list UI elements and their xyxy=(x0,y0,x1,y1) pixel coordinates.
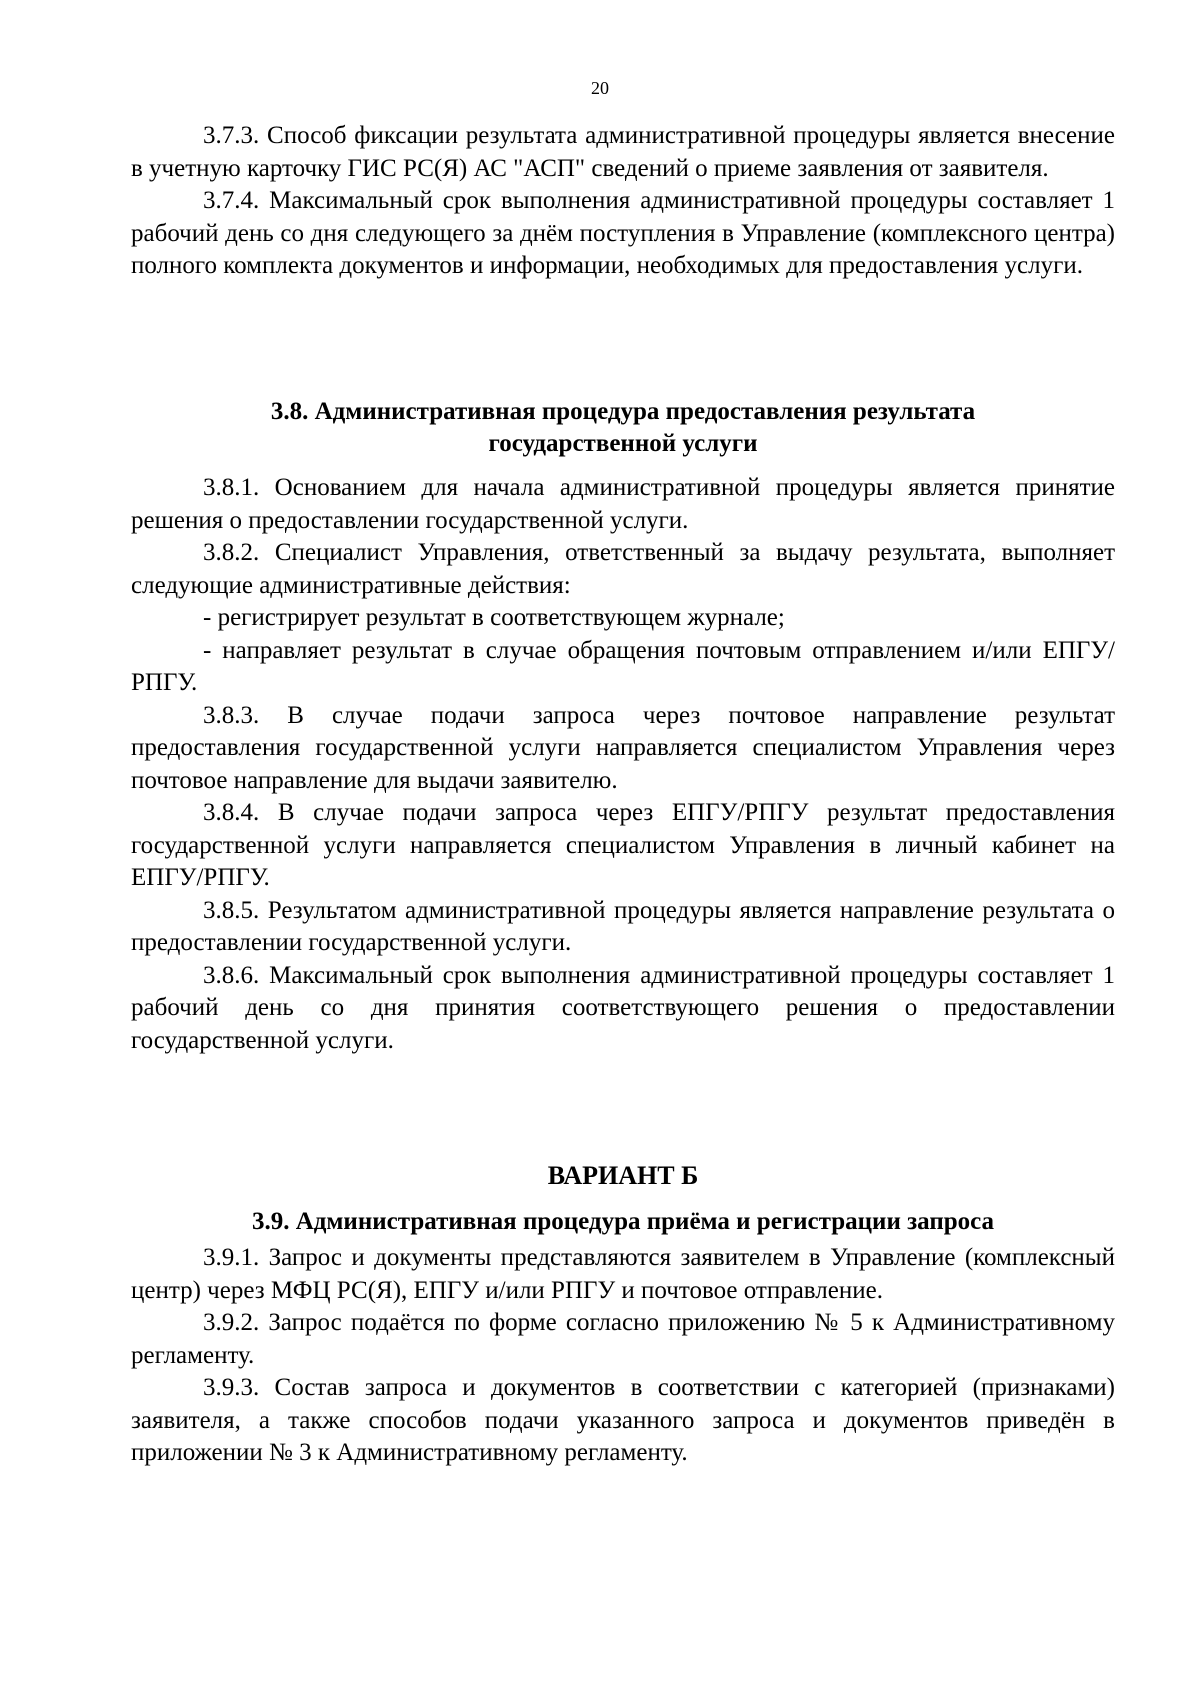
paragraph-3-8-3: 3.8.3. В случае подачи запроса через почтовое направление результат предоставления государственной услуги направляется специалистом Управления через почтовое направление для выдачи заявителю. xyxy=(131,701,1115,794)
paragraph-3-9-1: 3.9.1. Запрос и документы представляются заявителем в Управление (комплексный центр) через МФЦ РС(Я), ЕПГУ и/или РПГУ и почтовое отправление. xyxy=(131,1244,1115,1304)
paragraph-3-8-5: 3.8.5. Результатом административной процедуры является направление результата о предоставлении государственной услуги. xyxy=(131,896,1115,956)
list-item-send: - направляет результат в случае обращения почтовым отправлением и/или ЕПГУ/РПГУ. xyxy=(131,636,1115,696)
section-3-8-heading xyxy=(131,396,1115,460)
section-3-9-heading: 3.9. Административная процедура приёма и регистрации запроса xyxy=(251,1208,995,1235)
paragraph-3-8-6: 3.8.6. Максимальный срок выполнения административной процедуры составляет 1 рабочий день со дня принятия соответствующего решения о предоставлении государственной услуги. xyxy=(131,961,1115,1054)
section-3-7-body xyxy=(131,120,1115,283)
paragraph-3-8-2: 3.8.2. Специалист Управления, ответственный за выдачу результата, выполняет следующие административные действия: xyxy=(131,539,1115,599)
section-3-8-heading-line2: государственной услуги xyxy=(488,430,758,457)
paragraph-3-9-3: 3.9.3. Состав запроса и документов в соответствии с категорией (признаками) заявителя, а также способов подачи указанного запроса и документов приведён в приложении № 3 к Административному регламенту. xyxy=(131,1374,1115,1466)
section-3-8-heading-line1: 3.8. Административная процедура предоставления результата xyxy=(270,398,976,425)
page-number: 20 xyxy=(591,78,609,98)
paragraph-3-8-4: 3.8.4. В случае подачи запроса через ЕПГУ/РПГУ результат предоставления государственной услуги направляется специалистом Управления в личный кабинет на ЕПГУ/РПГУ. xyxy=(131,799,1115,891)
section-3-8-body xyxy=(131,472,1115,1057)
paragraph-3-8-1: 3.8.1. Основанием для начала административной процедуры является принятие решения о предоставлении государственной услуги. xyxy=(131,474,1115,534)
paragraph-3-7-4: 3.7.4. Максимальный срок выполнения административной процедуры составляет 1 рабочий день со дня следующего за днём поступления в Управление (комплексного центра) полного комплекта документов и информации, необходимых для предоставления услуги. xyxy=(131,187,1115,279)
paragraph-3-7-3: 3.7.3. Способ фиксации результата административной процедуры является внесение в учетную карточку ГИС РС(Я) АС "АСП" сведений о приеме заявления от заявителя. xyxy=(131,122,1115,182)
variant-heading: ВАРИАНТ Б xyxy=(547,1161,699,1190)
paragraph-3-9-2: 3.9.2. Запрос подаётся по форме согласно приложению № 5 к Административному регламенту. xyxy=(131,1309,1115,1369)
section-3-9-body xyxy=(131,1242,1115,1470)
list-item-register: - регистрирует результат в соответствующем журнале; xyxy=(203,604,785,631)
